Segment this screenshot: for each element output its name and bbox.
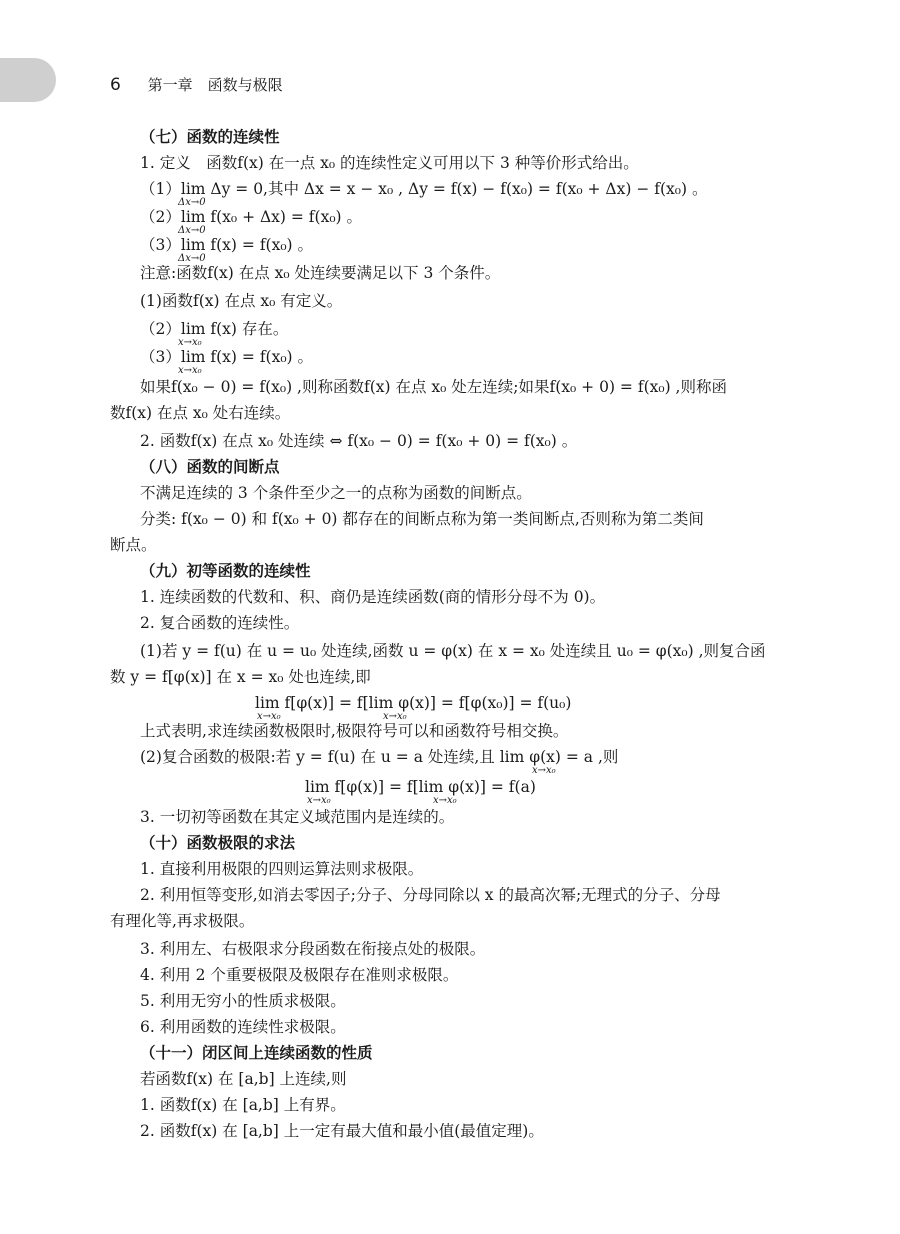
text-line: 1. 函数f(x) 在 [a,b] 上有界。 [140,1096,346,1114]
text-line: 3. 一切初等函数在其定义域范围内是连续的。 [140,808,455,826]
text-line: 注意:函数f(x) 在点 x₀ 处连续要满足以下 3 个条件。 [140,264,501,282]
text-line: 有理化等,再求极限。 [110,912,255,930]
text-line: (1)函数f(x) 在点 x₀ 有定义。 [140,292,343,310]
limit-subscript: x→x₀ [307,795,331,806]
text-line: 若函数f(x) 在 [a,b] 上连续,则 [140,1070,347,1088]
limit-subscript: x→x₀ [178,365,202,376]
text-line: 1. 定义 函数f(x) 在一点 x₀ 的连续性定义可用以下 3 种等价形式给出。 [140,154,639,172]
text-line: 1. 直接利用极限的四则运算法则求极限。 [140,860,424,878]
limit-subscript: x→x₀ [433,795,457,806]
text-line: 1. 连续函数的代数和、积、商仍是连续函数(商的情形分母不为 0)。 [140,588,606,606]
section-heading: （十一）闭区间上连续函数的性质 [140,1044,373,1062]
text-line: 数f(x) 在点 x₀ 处右连续。 [110,404,291,422]
text-line: lim f[φ(x)] = f[lim φ(x)] = f(a) [305,778,536,796]
section-heading: （九）初等函数的连续性 [140,562,311,580]
text-line: 2. 复合函数的连续性。 [140,614,300,632]
limit-subscript: Δx→0 [178,225,206,236]
text-line: 分类: f(x₀ − 0) 和 f(x₀ + 0) 都存在的间断点称为第一类间断点,否则称为第二类间 [140,510,704,528]
text-line: 5. 利用无穷小的性质求极限。 [140,992,346,1010]
text-line: 上式表明,求连续函数极限时,极限符号可以和函数符号相交换。 [140,722,569,740]
page-number: 6 [110,75,121,95]
text-line: （3）lim f(x) = f(x₀) 。 [140,348,314,366]
page-edge-tab [0,58,56,102]
text-line: 2. 函数f(x) 在 [a,b] 上一定有最大值和最小值(最值定理)。 [140,1122,544,1140]
section-heading: （十）函数极限的求法 [140,834,296,852]
text-line: (1)若 y = f(u) 在 u = u₀ 处连续,函数 u = φ(x) 在 x = x₀ 处连续且 u₀ = φ(x₀) ,则复合函 [140,642,766,660]
limit-subscript: Δx→0 [178,253,206,264]
limit-subscript: x→x₀ [383,711,407,722]
text-line: 断点。 [110,536,157,554]
limit-subscript: x→x₀ [532,765,556,776]
text-line: 6. 利用函数的连续性求极限。 [140,1018,346,1036]
text-line: 不满足连续的 3 个条件至少之一的点称为函数的间断点。 [140,484,532,502]
text-line: (2)复合函数的极限:若 y = f(u) 在 u = a 处连续,且 lim φ(x) = a ,则 [140,748,619,766]
section-heading: （八）函数的间断点 [140,458,280,476]
text-line: （1）lim Δy = 0,其中 Δx = x − x₀ , Δy = f(x) − f(x₀) = f(x₀ + Δx) − f(x₀) 。 [140,180,708,198]
running-header [110,74,283,95]
text-line: （3）lim f(x) = f(x₀) 。 [140,236,314,254]
text-line: 2. 利用恒等变形,如消去零因子;分子、分母同除以 x 的最高次幂;无理式的分子、分母 [140,886,721,904]
limit-subscript: Δx→0 [178,197,206,208]
text-line: lim f[φ(x)] = f[lim φ(x)] = f[φ(x₀)] = f(u₀) [255,694,572,712]
chapter-title: 第一章 函数与极限 [147,76,283,94]
limit-subscript: x→x₀ [257,711,281,722]
text-line: 数 y = f[φ(x)] 在 x = x₀ 处也连续,即 [110,668,371,686]
text-line: （2）lim f(x) 存在。 [140,320,289,338]
text-line: （2）lim f(x₀ + Δx) = f(x₀) 。 [140,208,363,226]
text-line: 如果f(x₀ − 0) = f(x₀) ,则称函数f(x) 在点 x₀ 处左连续;如果f(x₀ + 0) = f(x₀) ,则称函 [140,378,727,396]
section-heading: （七）函数的连续性 [140,128,280,146]
text-line: 3. 利用左、右极限求分段函数在衔接点处的极限。 [140,940,486,958]
text-line: 2. 函数f(x) 在点 x₀ 处连续 ⇔ f(x₀ − 0) = f(x₀ + 0) = f(x₀) 。 [140,432,578,450]
limit-subscript: x→x₀ [178,337,202,348]
text-line: 4. 利用 2 个重要极限及极限存在准则求极限。 [140,966,459,984]
